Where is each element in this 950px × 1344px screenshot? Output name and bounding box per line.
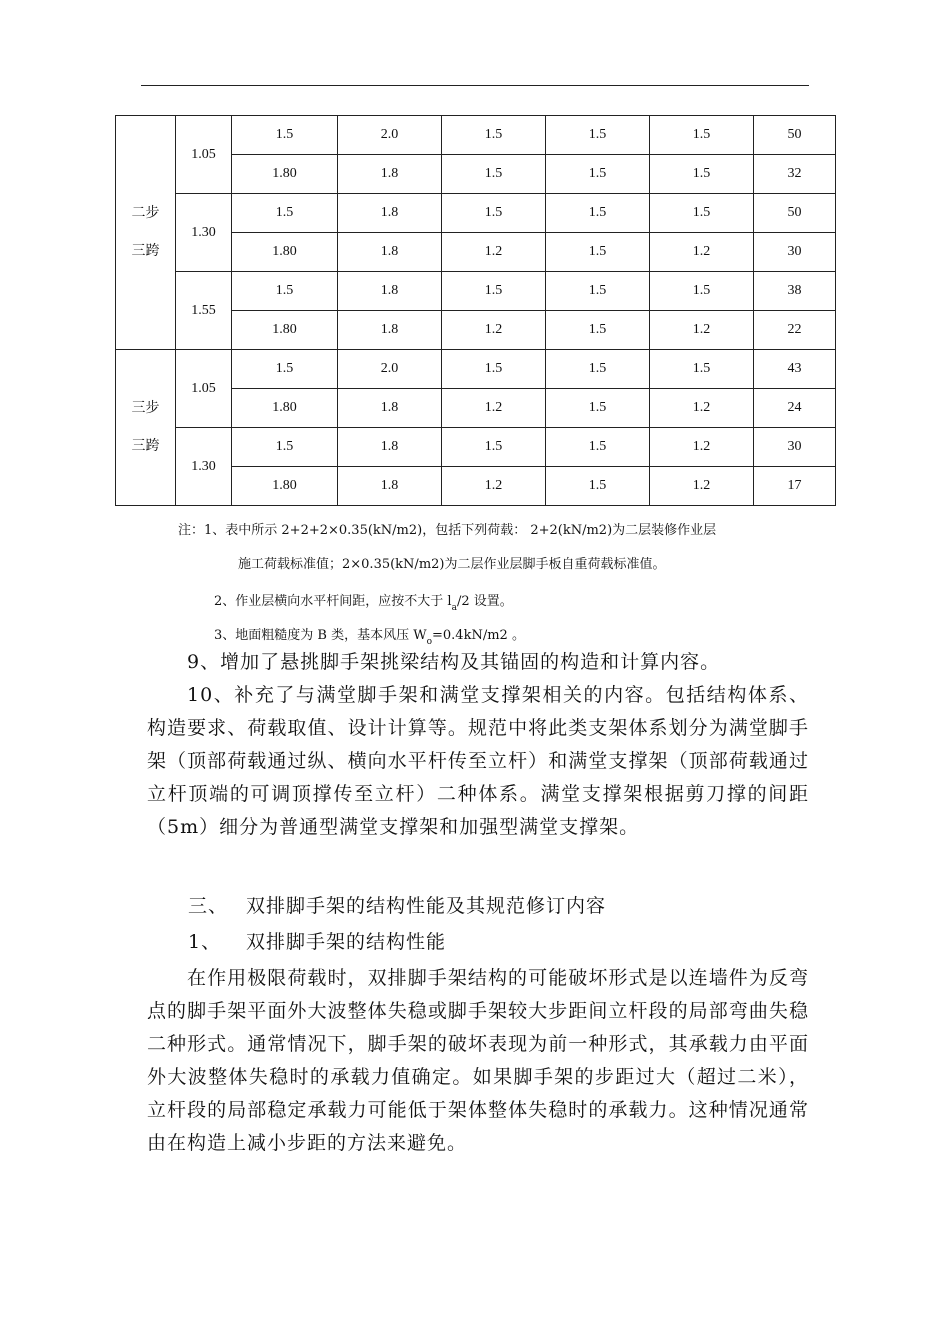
table-cell: 1.80 bbox=[232, 311, 338, 350]
table-cell: 1.5 bbox=[442, 350, 546, 389]
paragraph-item-10: 10、补充了与满堂脚手架和满堂支撑架相关的内容。包括结构体系、构造要求、荷载取值、设计计算等。规范中将此类支架体系划分为满堂脚手架（顶部荷载通过纵、横向水平杆传至立杆）和满堂支撑架（顶部荷载通过立杆顶端的可调顶撑传至立杆）二种体系。满堂支撑架根据剪刀撑的间距（5m）细分为普通型满堂支撑架和加强型满堂支撑架。 bbox=[147, 684, 809, 838]
subsection-1-heading: 1、 双排脚手架的结构性能 bbox=[188, 931, 447, 953]
group-label-line2: 三跨 bbox=[131, 243, 160, 259]
table-cell: 1.5 bbox=[546, 233, 650, 272]
table-row bbox=[116, 194, 836, 233]
table-cell: 1.80 bbox=[232, 467, 338, 506]
table-cell: 1.2 bbox=[650, 467, 754, 506]
table-row bbox=[116, 116, 836, 155]
table-cell: 1.2 bbox=[650, 389, 754, 428]
subgroup-value: 1.05 bbox=[176, 350, 232, 428]
table-cell: 1.8 bbox=[338, 428, 442, 467]
note-line-2: 施工荷载标准值；2×0.35(kN/m2)为二层作业层脚手板自重荷载标准值。 bbox=[238, 557, 666, 572]
note-line-1: 注：1、表中所示 2+2+2×0.35(kN/m2)，包括下列荷载： 2+2(kN/m2)为二层装修作业层 bbox=[178, 523, 717, 538]
table-cell: 1.5 bbox=[650, 272, 754, 311]
table-cell: 1.5 bbox=[442, 428, 546, 467]
table-cell: 2.0 bbox=[338, 116, 442, 155]
table-cell: 1.2 bbox=[442, 233, 546, 272]
table-cell: 1.5 bbox=[650, 155, 754, 194]
group-label bbox=[116, 116, 176, 350]
table-cell: 1.5 bbox=[442, 272, 546, 311]
note-line-3: 2、作业层横向水平杆间距，应按不大于 $l_a/2$ 设置。 bbox=[214, 594, 513, 613]
table-cell: 1.5 bbox=[442, 116, 546, 155]
table-cell: 30 bbox=[754, 233, 836, 272]
table-cell: 1.5 bbox=[546, 155, 650, 194]
table-cell: 1.2 bbox=[442, 389, 546, 428]
table-cell: 30 bbox=[754, 428, 836, 467]
table-cell: 1.5 bbox=[546, 389, 650, 428]
table-cell: 50 bbox=[754, 116, 836, 155]
subgroup-value: 1.30 bbox=[176, 194, 232, 272]
table-cell: 1.5 bbox=[650, 350, 754, 389]
note-line-4: 3、地面粗糙度为 B 类，基本风压 $W_o=0.4kN/m2$ 。 bbox=[214, 628, 525, 647]
table-cell: 1.2 bbox=[650, 311, 754, 350]
table-cell: 1.2 bbox=[442, 467, 546, 506]
table-cell: 1.5 bbox=[232, 194, 338, 233]
table-row bbox=[116, 350, 836, 389]
table-cell: 1.8 bbox=[338, 389, 442, 428]
table-cell: 1.5 bbox=[232, 350, 338, 389]
group-label-line2: 三跨 bbox=[131, 438, 160, 454]
group-label bbox=[116, 350, 176, 506]
subgroup-value: 1.55 bbox=[176, 272, 232, 350]
table-cell: 22 bbox=[754, 311, 836, 350]
table-cell: 1.5 bbox=[546, 116, 650, 155]
table-cell: 1.5 bbox=[546, 194, 650, 233]
table-cell: 1.5 bbox=[546, 311, 650, 350]
table-row bbox=[116, 272, 836, 311]
table-cell: 50 bbox=[754, 194, 836, 233]
table-cell: 1.5 bbox=[232, 428, 338, 467]
table-cell: 1.8 bbox=[338, 155, 442, 194]
table-cell: 1.2 bbox=[650, 428, 754, 467]
table-cell: 1.5 bbox=[232, 116, 338, 155]
paragraph-item-9: 9、增加了悬挑脚手架挑梁结构及其锚固的构造和计算内容。 bbox=[187, 651, 721, 673]
table-cell: 1.5 bbox=[650, 116, 754, 155]
header-rule bbox=[141, 85, 809, 86]
table-cell: 1.8 bbox=[338, 467, 442, 506]
table-cell: 1.5 bbox=[546, 272, 650, 311]
table-cell: 1.5 bbox=[546, 467, 650, 506]
table-cell: 24 bbox=[754, 389, 836, 428]
table-cell: 1.8 bbox=[338, 272, 442, 311]
load-table bbox=[115, 115, 836, 506]
table-cell: 1.8 bbox=[338, 194, 442, 233]
paragraph-structural-performance: 在作用极限荷载时，双排脚手架结构的可能破坏形式是以连墙件为反弯点的脚手架平面外大波整体失稳或脚手架较大步距间立杆段的局部弯曲失稳二种形式。通常情况下，脚手架的破坏表现为前一种形式，其承载力由平面外大波整体失稳时的承载力值确定。如果脚手架的步距过大（超过二米），立杆段的局部稳定承载力可能低于架体整体失稳时的承载力。这种情况通常由在构造上减小步距的方法来避免。 bbox=[147, 967, 809, 1154]
subgroup-value: 1.30 bbox=[176, 428, 232, 506]
table-cell: 1.5 bbox=[232, 272, 338, 311]
table-cell: 1.8 bbox=[338, 233, 442, 272]
table-cell: 1.5 bbox=[442, 155, 546, 194]
table-cell: 1.8 bbox=[338, 311, 442, 350]
section-3-heading: 三、 双排脚手架的结构性能及其规范修订内容 bbox=[188, 895, 607, 917]
table-cell: 1.5 bbox=[650, 194, 754, 233]
table-cell: 1.80 bbox=[232, 389, 338, 428]
table-row bbox=[116, 428, 836, 467]
table-cell: 1.5 bbox=[546, 350, 650, 389]
table-cell: 43 bbox=[754, 350, 836, 389]
table-cell: 1.2 bbox=[442, 311, 546, 350]
table-cell: 2.0 bbox=[338, 350, 442, 389]
table-cell: 17 bbox=[754, 467, 836, 506]
table-cell: 38 bbox=[754, 272, 836, 311]
table-cell: 1.80 bbox=[232, 233, 338, 272]
table-cell: 1.5 bbox=[546, 428, 650, 467]
table-cell: 1.80 bbox=[232, 155, 338, 194]
table-cell: 1.2 bbox=[650, 233, 754, 272]
group-label-line1: 二步 bbox=[131, 205, 160, 221]
subgroup-value: 1.05 bbox=[176, 116, 232, 194]
table-cell: 32 bbox=[754, 155, 836, 194]
table-cell: 1.5 bbox=[442, 194, 546, 233]
group-label-line1: 三步 bbox=[131, 400, 160, 416]
